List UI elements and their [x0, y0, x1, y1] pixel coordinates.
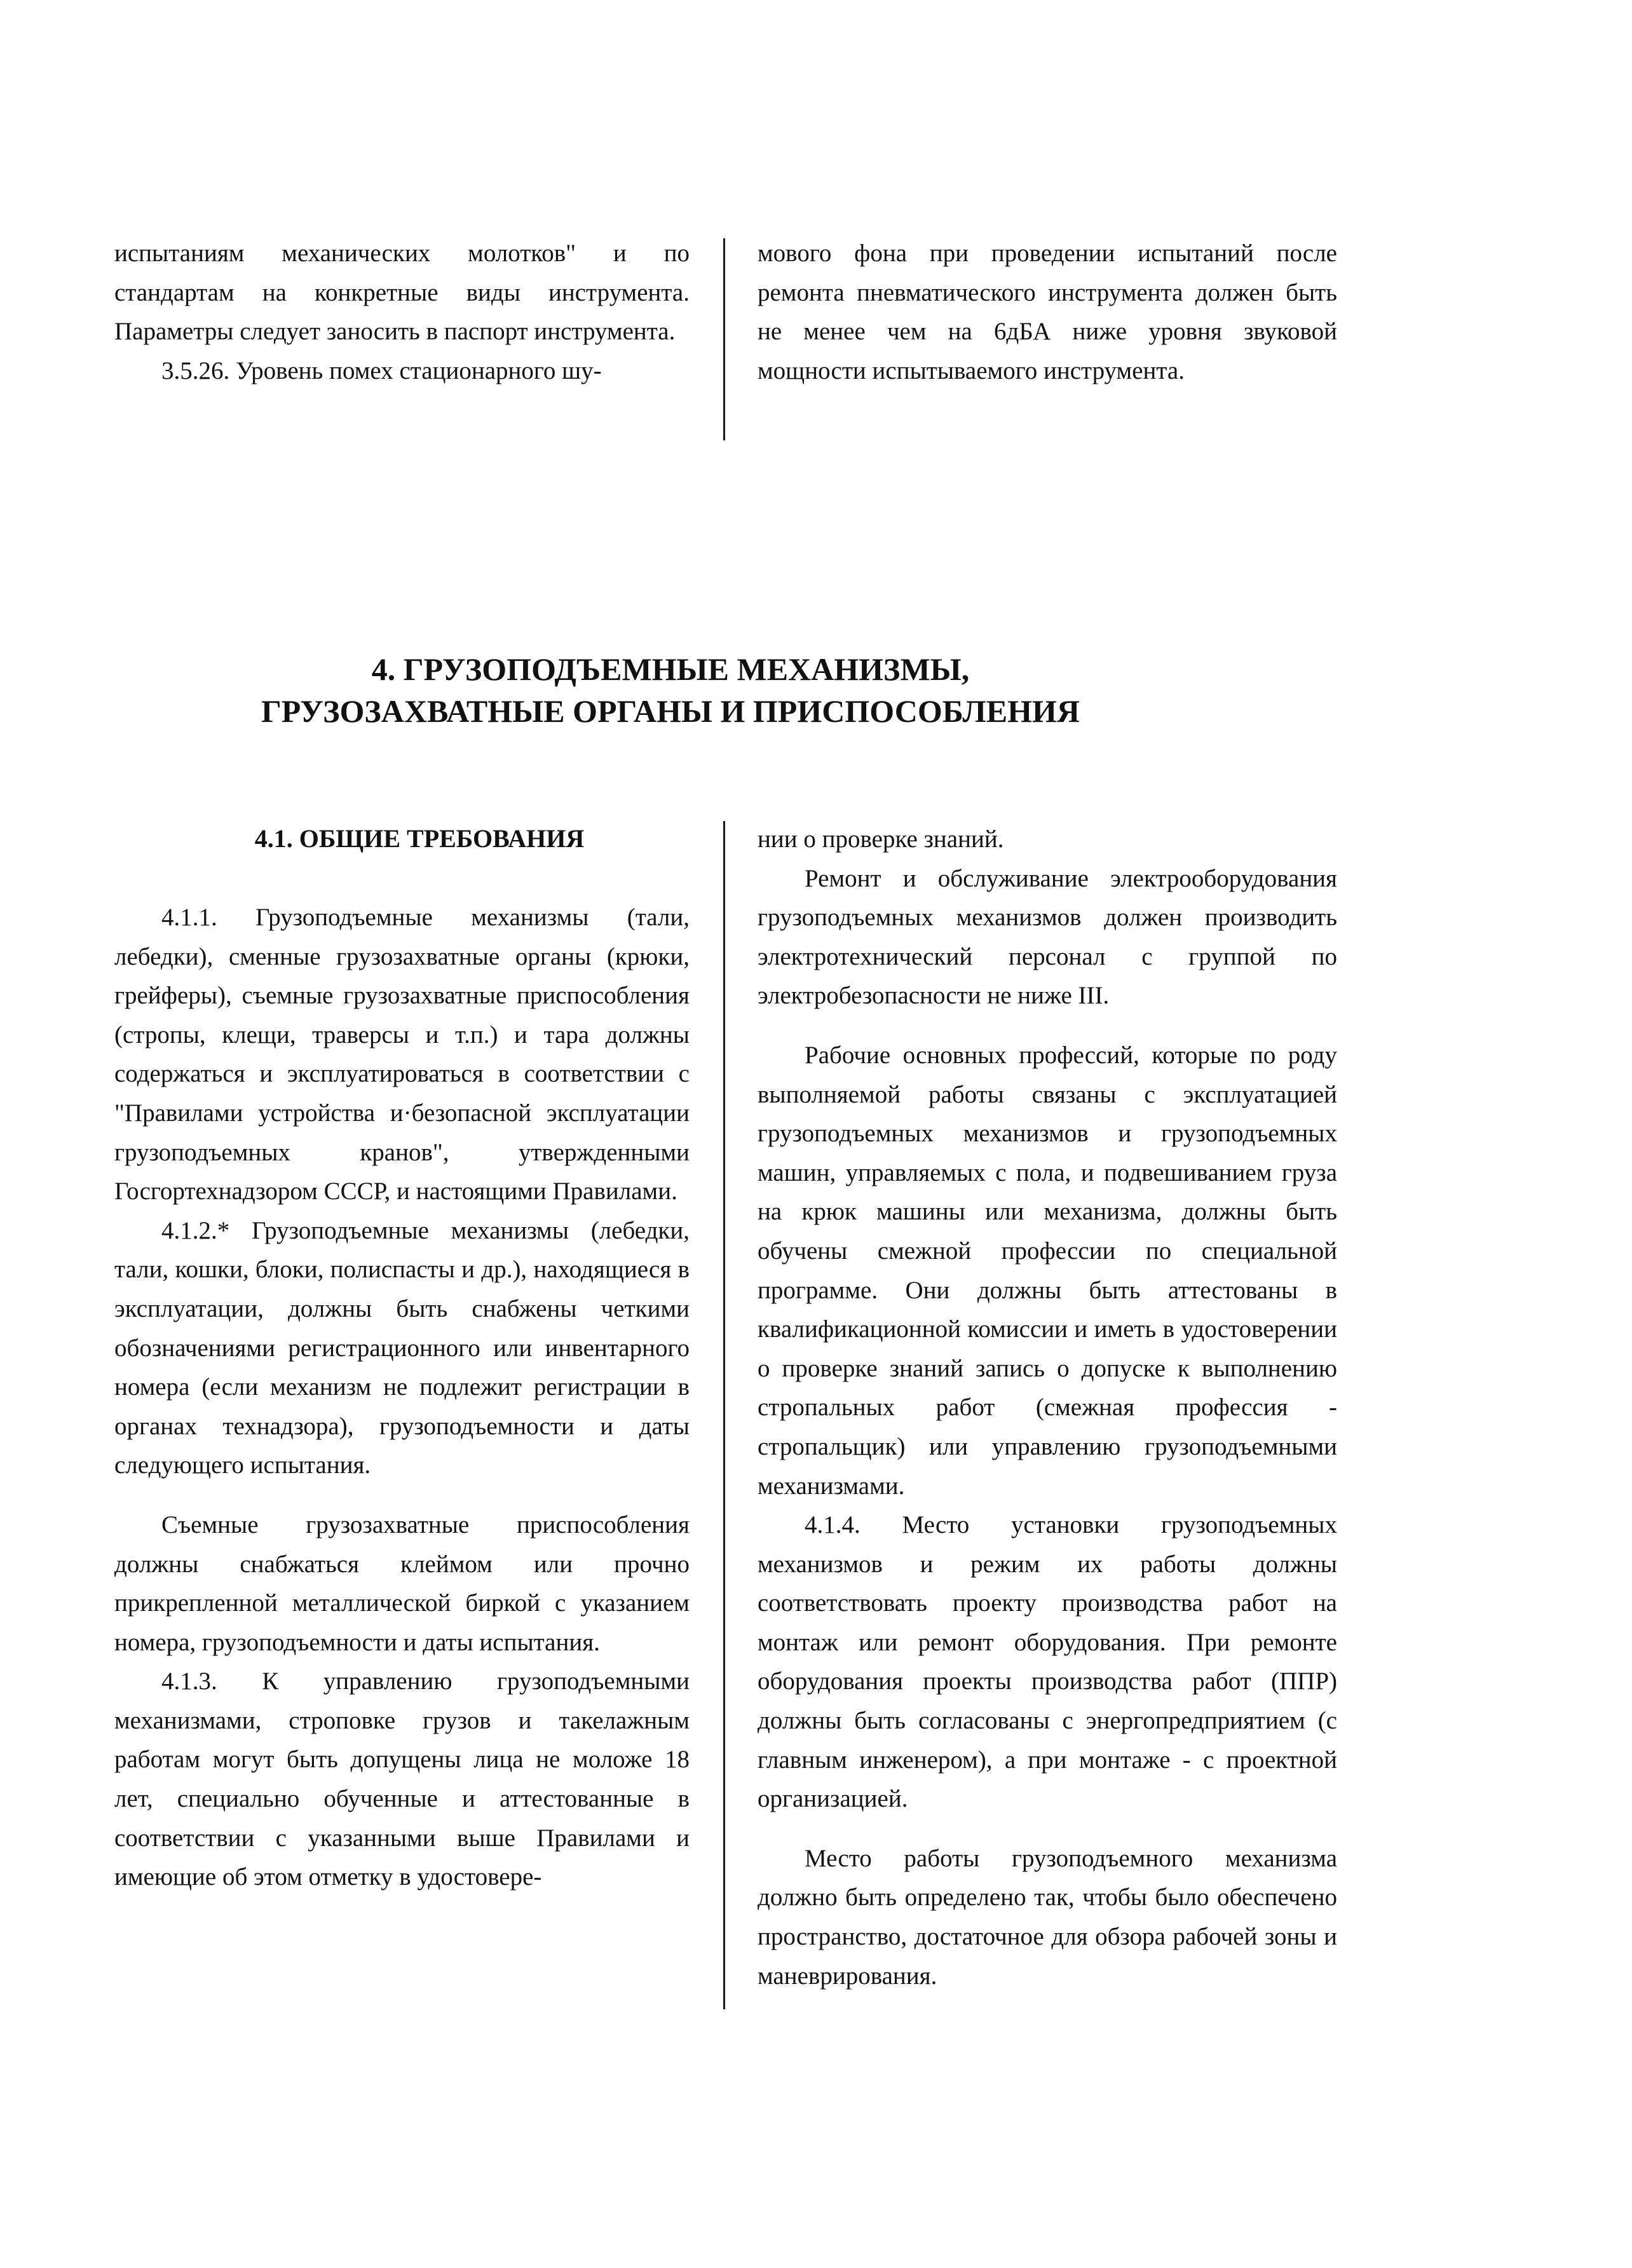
top-right-column — [758, 234, 1337, 390]
column-divider — [723, 238, 725, 440]
top-right-paragraph: мового фона при проведении испытаний после ремонта пневматического инструмента должен быть не менее чем на 6дБА ниже уровня звуковой мощности испытываемого инструмента. — [758, 240, 1337, 384]
right-paragraph: 4.1.4. Место установки грузоподъемных механизмов и режим их работы должны соответствовать проекту производства работ на монтаж или ремонт оборудования. При ремонте оборудования проекты производства работ (ППР) должны быть согласованы с энергопредприятием (с главным инженером), а при монтаже - с проектной организацией. — [758, 1511, 1337, 1813]
section-heading — [0, 648, 1341, 732]
left-paragraph: 4.1.1. Грузоподъемные механизмы (тали, лебедки), сменные грузозахватные органы (крюки, грейферы), съемные грузозахватные приспособления (стропы, клещи, траверсы и т.п.) и тара должны содержаться и эксплуатироваться в соответствии с "Правилами устройства и·безопасной эксплуатации грузоподъемных кранов", утвержденными Госгортехнадзором СССР, и настоящими Правилами. — [114, 904, 690, 1205]
main-left-column — [114, 898, 690, 1897]
left-paragraph: 4.1.3. К управлению грузоподъемными механизмами, строповке грузов и такелажным работам могут быть допущены лица не моложе 18 лет, специально обученные и аттестованные в соответствии с указанными выше Правилами и имеющие об этом отметку в удостовере- — [114, 1667, 690, 1891]
left-paragraph: 4.1.2.* Грузоподъемные механизмы (лебедки, тали, кошки, блоки, полиспасты и др.), находящиеся в эксплуатации, должны быть снабжены четкими обозначениями регистрационного или инвентарного номера (если механизм не подлежит регистрации в органах технадзора), грузоподъемности и даты следующего испытания. — [114, 1216, 690, 1479]
left-paragraph: Съемные грузозахватные приспособления должны снабжаться клеймом или прочно прикрепленной металлической биркой с указанием номера, грузоподъемности и даты испытания. — [114, 1511, 690, 1656]
subsection-heading: 4.1. ОБЩИЕ ТРЕБОВАНИЯ — [254, 824, 585, 853]
column-divider — [723, 821, 725, 2009]
right-paragraph: Ремонт и обслуживание электрооборудования грузоподъемных механизмов должен производить электротехнический персонал с группой по электробезопасности не ниже III. — [758, 864, 1337, 1010]
right-paragraph: Рабочие основных профессий, которые по роду выполняемой работы связаны с эксплуатацией грузоподъемных механизмов и грузоподъемных машин, управляемых с пола, и подвешиванием груза на крюк машины или механизма, должны быть обучены смежной профессии по специальной программе. Они должны быть аттестованы в квалификационной комиссии и иметь в удостоверении о проверке знаний запись о допуске к выполнению стропальных работ (смежная профессия - стропальщик) или управлению грузоподъемными механизмами. — [758, 1041, 1337, 1500]
section-heading-line-2: ГРУЗОЗАХВАТНЫЕ ОРГАНЫ И ПРИСПОСОБЛЕНИЯ — [261, 693, 1080, 729]
top-left-paragraph: испытаниям механических молотков" и по стандартам на конкретные виды инструмента. Параметры следует заносить в паспорт инструмента. — [114, 240, 690, 346]
right-paragraph: нии о проверке знаний. — [758, 825, 1004, 853]
right-paragraph: Место работы грузоподъемного механизма должно быть определено так, чтобы было обеспечено пространство, достаточное для обзора рабочей зоны и маневрирования. — [758, 1844, 1337, 1990]
section-heading-line-1: 4. ГРУЗОПОДЪЕМНЫЕ МЕХАНИЗМЫ, — [371, 651, 970, 687]
main-right-column — [758, 820, 1337, 1995]
top-left-column — [114, 234, 690, 390]
top-left-paragraph: 3.5.26. Уровень помех стационарного шу- — [161, 356, 602, 384]
